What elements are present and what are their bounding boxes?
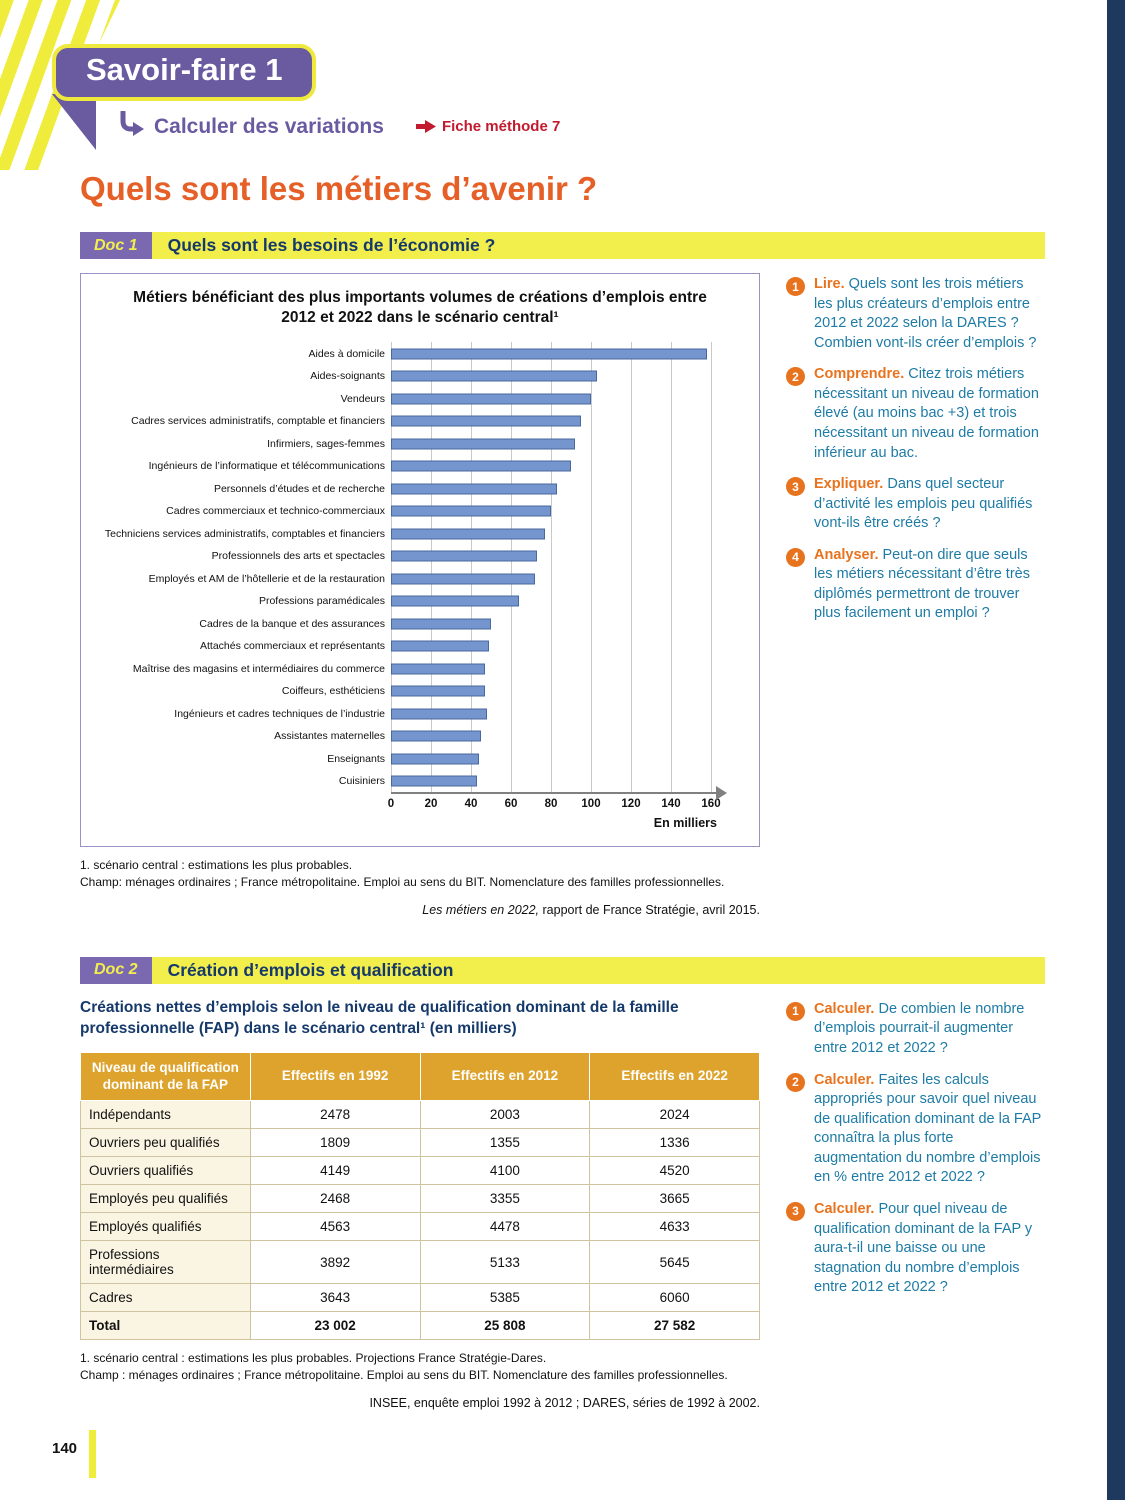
axis-tick: 60 <box>504 798 518 811</box>
question-text: Lire. Quels sont les trois métiers les plus créateurs d’emplois entre 2012 et 2022 selon la DARES ? Combien vont-ils créer d’emplois ? <box>814 276 1037 351</box>
row-value-cell: 3355 <box>420 1185 590 1213</box>
chart-category-label: Cadres commerciaux et technico-commerciaux <box>166 505 385 518</box>
row-label-cell: Indépendants <box>81 1101 251 1129</box>
row-value-cell: 4478 <box>420 1213 590 1241</box>
chart-row <box>91 342 749 365</box>
table-row <box>81 1129 760 1157</box>
row-label-cell: Cadres <box>81 1284 251 1312</box>
chart-bar <box>391 573 535 584</box>
chart-plot <box>391 477 749 500</box>
row-label-cell: Employés peu qualifiés <box>81 1185 251 1213</box>
chart-bar <box>391 483 557 494</box>
chart-plot <box>391 680 749 703</box>
table-row <box>81 1157 760 1185</box>
curved-arrow-icon <box>118 111 144 142</box>
chart-rows <box>91 342 749 792</box>
chart-row <box>91 590 749 613</box>
chart-bar <box>391 551 537 562</box>
axis-tick: 20 <box>424 798 438 811</box>
row-label-cell: Ouvriers qualifiés <box>81 1157 251 1185</box>
chart-row <box>91 500 749 523</box>
row-value-cell: 3665 <box>590 1185 760 1213</box>
question-lead: Calculer. <box>814 1200 879 1217</box>
chart-bar <box>391 686 485 697</box>
question-text: Analyser. Peut-on dire que seuls les métiers nécessitant d’être très diplômés permettront de trouver plus facilement un emploi ? <box>814 546 1030 622</box>
chart-category-label: Ingénieurs et cadres techniques de l’industrie <box>174 707 385 720</box>
table-total-row <box>81 1312 760 1340</box>
row-value-cell: 3643 <box>250 1284 420 1312</box>
chart-plot <box>391 747 749 770</box>
row-value-cell: 1809 <box>250 1129 420 1157</box>
qualification-table <box>80 1052 760 1341</box>
table-row <box>81 1213 760 1241</box>
chart-bar <box>391 348 707 359</box>
chart-row <box>91 522 749 545</box>
question-lead: Analyser. <box>814 546 883 563</box>
chart-plot <box>391 342 749 365</box>
question-item <box>786 275 1045 353</box>
chart-category-label: Coiffeurs, esthéticiens <box>281 685 385 698</box>
question-item <box>786 1200 1045 1298</box>
question-number-badge: 1 <box>786 1002 805 1021</box>
row-value-cell: 2478 <box>250 1101 420 1129</box>
chart-row <box>91 725 749 748</box>
row-label-cell: Employés qualifiés <box>81 1213 251 1241</box>
row-value-cell: 3892 <box>250 1241 420 1284</box>
question-item <box>786 546 1045 624</box>
chart-category-label: Cadres de la banque et des assurances <box>199 617 385 630</box>
question-item <box>786 475 1045 534</box>
page-number: 140 <box>52 1440 78 1457</box>
chart-category-label: Ingénieurs de l’informatique et télécommunications <box>148 460 385 473</box>
chart-category-label: Professions paramédicales <box>258 595 385 608</box>
chart-category-label: Infirmiers, sages-femmes <box>267 437 385 450</box>
chart-category-label: Cadres services administratifs, comptable et financiers <box>131 415 385 428</box>
chart-bar <box>391 393 591 404</box>
chart-row <box>91 680 749 703</box>
row-value-cell: 23 002 <box>250 1312 420 1340</box>
page-footer <box>52 1430 96 1478</box>
question-lead: Comprendre. <box>814 366 909 383</box>
doc2-section <box>80 957 1045 1410</box>
chart-bar <box>391 708 487 719</box>
axis-tick: 0 <box>387 798 395 811</box>
chart-title: Métiers bénéficiant des plus importants volumes de créations d’emplois entre 2012 et 2022 dans le scénario central¹ <box>133 289 707 327</box>
note-line: 1. scénario central : estimations les plus probables. Projections France Stratégie-Dares. <box>80 1351 547 1366</box>
chart-plot <box>391 522 749 545</box>
chart-row <box>91 387 749 410</box>
question-number-badge: 3 <box>786 1202 805 1221</box>
chart-plot <box>391 635 749 658</box>
row-value-cell: 27 582 <box>590 1312 760 1340</box>
row-value-cell: 5385 <box>420 1284 590 1312</box>
chart-plot <box>391 410 749 433</box>
section-banner: Savoir-faire 1 <box>52 44 316 101</box>
qual-table-head <box>81 1052 760 1101</box>
chart-plot <box>391 365 749 388</box>
note-line: Champ : ménages ordinaires ; France métropolitaine. Emploi au sens du BIT. Nomenclature des familles professionnelles. <box>80 1368 728 1383</box>
table-row <box>81 1284 760 1312</box>
chart-axis-caption: En milliers <box>653 816 717 831</box>
chart-axis <box>387 792 723 816</box>
chart-row <box>91 747 749 770</box>
table-header-cell: Effectifs en 1992 <box>250 1052 420 1101</box>
chart-bar <box>391 641 489 652</box>
row-value-cell: 6060 <box>590 1284 760 1312</box>
chart-row <box>91 455 749 478</box>
question-lead: Calculer. <box>814 1071 879 1088</box>
chart-row <box>91 770 749 793</box>
chart-category-label: Enseignants <box>327 752 385 765</box>
doc1-title: Quels sont les besoins de l’économie ? <box>167 235 496 255</box>
row-value-cell: 2468 <box>250 1185 420 1213</box>
chart-category-label: Vendeurs <box>340 392 385 405</box>
method-link-label: Fiche méthode 7 <box>441 118 561 135</box>
doc2-label: Doc 2 <box>80 957 152 984</box>
question-item <box>786 1071 1045 1188</box>
table-title: Créations nettes d’emplois selon le niveau de qualification dominant de la famille professionnelle (FAP) dans le scénario central¹ (en milliers) <box>80 998 679 1037</box>
chart-plot <box>391 657 749 680</box>
chart-plot <box>391 500 749 523</box>
chart-row <box>91 657 749 680</box>
doc2-questions <box>786 998 1045 1410</box>
chart-plot <box>391 725 749 748</box>
chart-category-label: Assistantes maternelles <box>274 730 385 743</box>
chart-category-label: Attachés commerciaux et représentants <box>199 640 385 653</box>
chart-plot <box>391 432 749 455</box>
qual-table-body <box>81 1101 760 1340</box>
question-text: Expliquer. Dans quel secteur d’activité les emplois peu qualifiés vont-ils être créés ? <box>814 476 1033 532</box>
page-title: Quels sont les métiers d’avenir ? <box>80 170 598 207</box>
chart-category-label: Maîtrise des magasins et intermédiaires du commerce <box>132 662 385 675</box>
chart-category-label: Aides à domicile <box>308 347 385 360</box>
table-header-cell: Effectifs en 2022 <box>590 1052 760 1101</box>
chart-row <box>91 635 749 658</box>
chart-bar <box>391 731 481 742</box>
chart-bar <box>391 618 491 629</box>
chart-row <box>91 702 749 725</box>
axis-tick: 140 <box>661 798 681 811</box>
row-value-cell: 1336 <box>590 1129 760 1157</box>
question-text: Calculer. Pour quel niveau de qualification dominant de la FAP y aura-t-il une baisse ou une stagnation du nombre d’emplois entre 2012 et 2022 ? <box>814 1200 1033 1296</box>
table-row <box>81 1241 760 1284</box>
row-value-cell: 2003 <box>420 1101 590 1129</box>
chart-category-label: Employés et AM de l’hôtellerie et de la restauration <box>148 572 385 585</box>
chart-plot <box>391 387 749 410</box>
header-row <box>81 1052 760 1101</box>
row-value-cell: 4100 <box>420 1157 590 1185</box>
source-title: Les métiers en 2022, <box>422 902 540 917</box>
question-text: Comprendre. Citez trois métiers nécessitant un niveau de formation élevé (au moins bac +3) et trois nécessitant un niveau de formation inférieur au bac. <box>814 366 1039 461</box>
row-value-cell: 1355 <box>420 1129 590 1157</box>
chart-bar <box>391 371 597 382</box>
axis-tick: 100 <box>581 798 601 811</box>
axis-tick: 80 <box>544 798 558 811</box>
question-number-badge: 4 <box>786 548 805 567</box>
axis-tick: 120 <box>621 798 641 811</box>
chart-bar <box>391 506 551 517</box>
chart-plot <box>391 702 749 725</box>
chart-row <box>91 545 749 568</box>
row-value-cell: 5133 <box>420 1241 590 1284</box>
chart-bar <box>391 776 477 787</box>
chart-row <box>91 477 749 500</box>
doc2-source: INSEE, enquête emploi 1992 à 2012 ; DARES, séries de 1992 à 2002. <box>369 1396 760 1411</box>
doc1-source <box>80 903 760 917</box>
row-value-cell: 25 808 <box>420 1312 590 1340</box>
chart-row <box>91 410 749 433</box>
chart-row <box>91 612 749 635</box>
doc1-label: Doc 1 <box>80 232 152 259</box>
row-value-cell: 4149 <box>250 1157 420 1185</box>
chart-category-label: Personnels d’études et de recherche <box>213 482 385 495</box>
doc2-notes <box>80 1350 760 1384</box>
doc1-section <box>80 232 1045 917</box>
axis-tick: 40 <box>464 798 478 811</box>
question-item <box>786 1000 1045 1059</box>
table-header-cell: Niveau de qualification dominant de la FAP <box>81 1052 251 1101</box>
table-row <box>81 1185 760 1213</box>
chart-plot <box>391 545 749 568</box>
row-label-cell: Total <box>81 1312 251 1340</box>
row-value-cell: 5645 <box>590 1241 760 1284</box>
chart-body <box>91 342 749 792</box>
chart-category-label: Cuisiniers <box>338 775 385 788</box>
chart-bar <box>391 753 479 764</box>
chart-plot <box>391 770 749 793</box>
question-text: Calculer. De combien le nombre d’emplois pourrait-il augmenter entre 2012 et 2022 ? <box>814 1000 1025 1056</box>
question-number-badge: 3 <box>786 477 805 496</box>
source-detail: rapport de France Stratégie, avril 2015. <box>539 902 760 917</box>
row-value-cell: 4563 <box>250 1213 420 1241</box>
doc2-strip <box>80 957 1045 984</box>
doc1-notes <box>80 857 760 891</box>
chart-bar <box>391 663 485 674</box>
chart-row <box>91 432 749 455</box>
note-line: 1. scénario central : estimations les plus probables. <box>80 858 353 873</box>
bar-chart <box>80 273 760 847</box>
question-lead: Lire. <box>814 276 849 292</box>
chart-row <box>91 567 749 590</box>
question-lead: Expliquer. <box>814 476 888 493</box>
chart-category-label: Aides-soignants <box>310 370 385 383</box>
skill-subtitle: Calculer des variations <box>154 114 384 138</box>
row-value-cell: 4520 <box>590 1157 760 1185</box>
note-line: Champ: ménages ordinaires ; France métropolitaine. Emploi au sens du BIT. Nomenclature des familles professionnelles. <box>80 875 725 890</box>
chart-bar <box>391 596 519 607</box>
chart-category-label: Professionnels des arts et spectacles <box>211 550 385 563</box>
table-row <box>81 1101 760 1129</box>
doc1-strip <box>80 232 1045 259</box>
question-lead: Calculer. <box>814 1000 879 1017</box>
question-text: Calculer. Faites les calculs appropriés pour savoir quel niveau de qualification dominant de la FAP connaîtra la plus forte augmentation du nombre d’emplois en % entre 2012 et 2022 ? <box>814 1071 1042 1186</box>
question-number-badge: 2 <box>786 1073 805 1092</box>
chart-category-label: Techniciens services administratifs, comptables et financiers <box>104 527 385 540</box>
chart-bar <box>391 528 545 539</box>
chart-plot <box>391 612 749 635</box>
chart-bar <box>391 438 575 449</box>
method-link[interactable] <box>416 118 560 135</box>
row-value-cell: 4633 <box>590 1213 760 1241</box>
row-label-cell: Professions intermédiaires <box>81 1241 251 1284</box>
doc1-questions <box>786 273 1045 917</box>
subtitle-row <box>118 111 1045 142</box>
question-number-badge: 2 <box>786 367 805 386</box>
question-item <box>786 365 1045 463</box>
chart-plot <box>391 455 749 478</box>
axis-tick: 160 <box>701 798 721 811</box>
red-arrow-icon <box>416 120 436 133</box>
doc2-title: Création d’emplois et qualification <box>167 959 454 980</box>
row-value-cell: 2024 <box>590 1101 760 1129</box>
row-label-cell: Ouvriers peu qualifiés <box>81 1129 251 1157</box>
table-header-cell: Effectifs en 2012 <box>420 1052 590 1101</box>
chart-bar <box>391 416 581 427</box>
chart-plot <box>391 590 749 613</box>
page-number-bar <box>89 1430 96 1478</box>
chart-plot <box>391 567 749 590</box>
chart-row <box>91 365 749 388</box>
question-number-badge: 1 <box>786 277 805 296</box>
chart-bar <box>391 461 571 472</box>
